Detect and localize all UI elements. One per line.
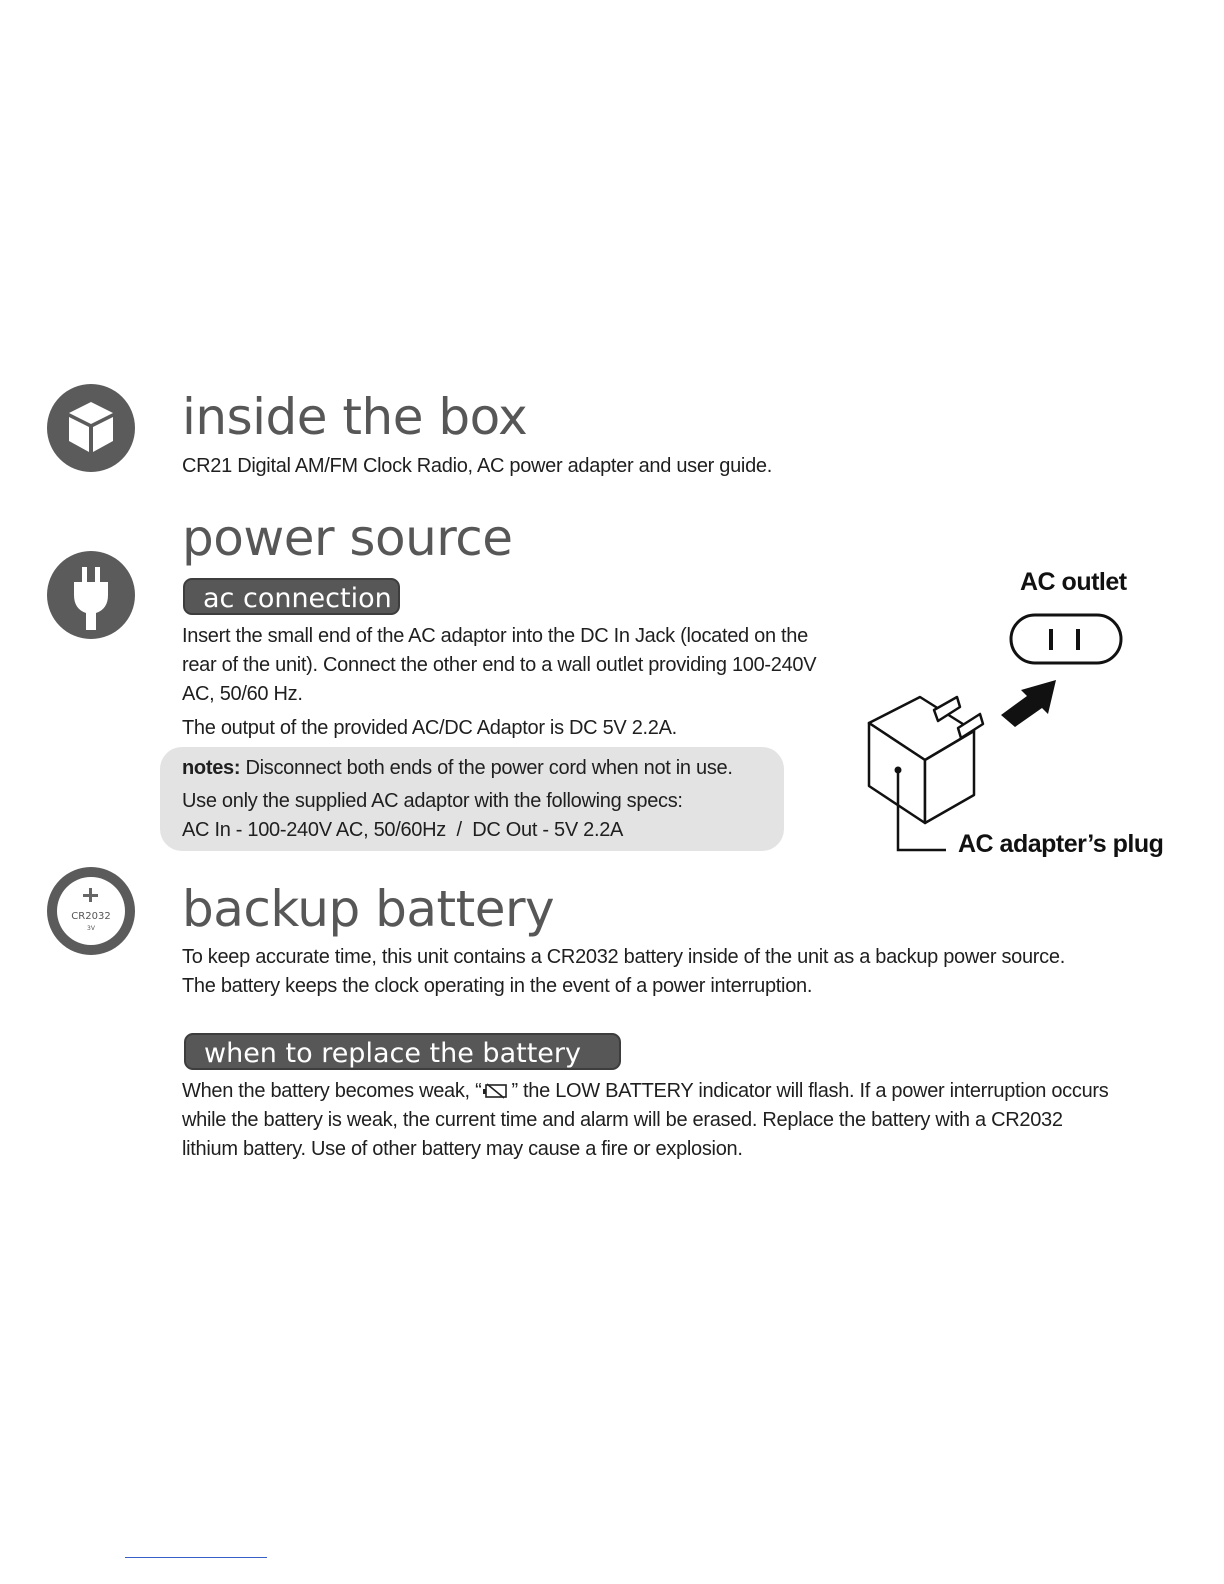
backup-battery-heading: backup battery — [182, 880, 555, 938]
inside-the-box-text: CR21 Digital AM/FM Clock Radio, AC power adapter and user guide. — [182, 455, 772, 477]
coin-battery-icon — [47, 867, 135, 955]
replace-battery-line-3: lithium battery. Use of other battery may cause a fire or explosion. — [182, 1138, 743, 1160]
replace-post-text: ” the LOW BATTERY indicator will flash. If a power interruption occurs — [511, 1080, 1109, 1102]
low-battery-icon — [483, 1080, 509, 1109]
backup-battery-line-2: The battery keeps the clock operating in the event of a power interruption. — [182, 975, 813, 997]
power-source-heading: power source — [182, 509, 513, 567]
battery-voltage-text: 3V — [87, 925, 95, 932]
replace-pre-text: When the battery becomes weak, “ — [182, 1080, 482, 1102]
notes-text-1: Disconnect both ends of the power cord when not in use. — [245, 757, 733, 779]
inside-the-box-heading: inside the box — [182, 388, 528, 446]
notes-line-3: AC In - 100-240V AC, 50/60Hz / DC Out - 5V 2.2A — [182, 819, 624, 841]
ac-adapter-plug-label: AC adapter’s plug — [958, 830, 1164, 858]
notes-line-1 — [182, 757, 733, 780]
box-icon — [47, 384, 135, 472]
footer-rule — [125, 1557, 267, 1558]
notes-line-2: Use only the supplied AC adaptor with the following specs: — [182, 790, 683, 812]
ac-connection-line-1: Insert the small end of the AC adaptor into the DC In Jack (located on the — [182, 625, 808, 647]
backup-battery-line-1: To keep accurate time, this unit contains a CR2032 battery inside of the unit as a backup power source. — [182, 946, 1065, 968]
replace-battery-label: when to replace the battery — [184, 1033, 621, 1070]
battery-model-text: CR2032 — [71, 911, 111, 922]
ac-connection-label: ac connection — [183, 578, 400, 615]
plug-icon — [47, 551, 135, 639]
notes-label: notes: — [182, 757, 241, 779]
replace-battery-line-2: while the battery is weak, the current time and alarm will be erased. Replace the battery with a CR2032 — [182, 1109, 1063, 1131]
ac-connection-line-3: AC, 50/60 Hz. — [182, 683, 303, 705]
replace-battery-line-1 — [182, 1077, 1108, 1109]
ac-outlet-label: AC outlet — [1020, 568, 1127, 596]
adaptor-output-text: The output of the provided AC/DC Adaptor is DC 5V 2.2A. — [182, 717, 677, 739]
ac-outlet-diagram — [860, 610, 1160, 860]
ac-connection-line-2: rear of the unit). Connect the other end to a wall outlet providing 100-240V — [182, 654, 817, 676]
